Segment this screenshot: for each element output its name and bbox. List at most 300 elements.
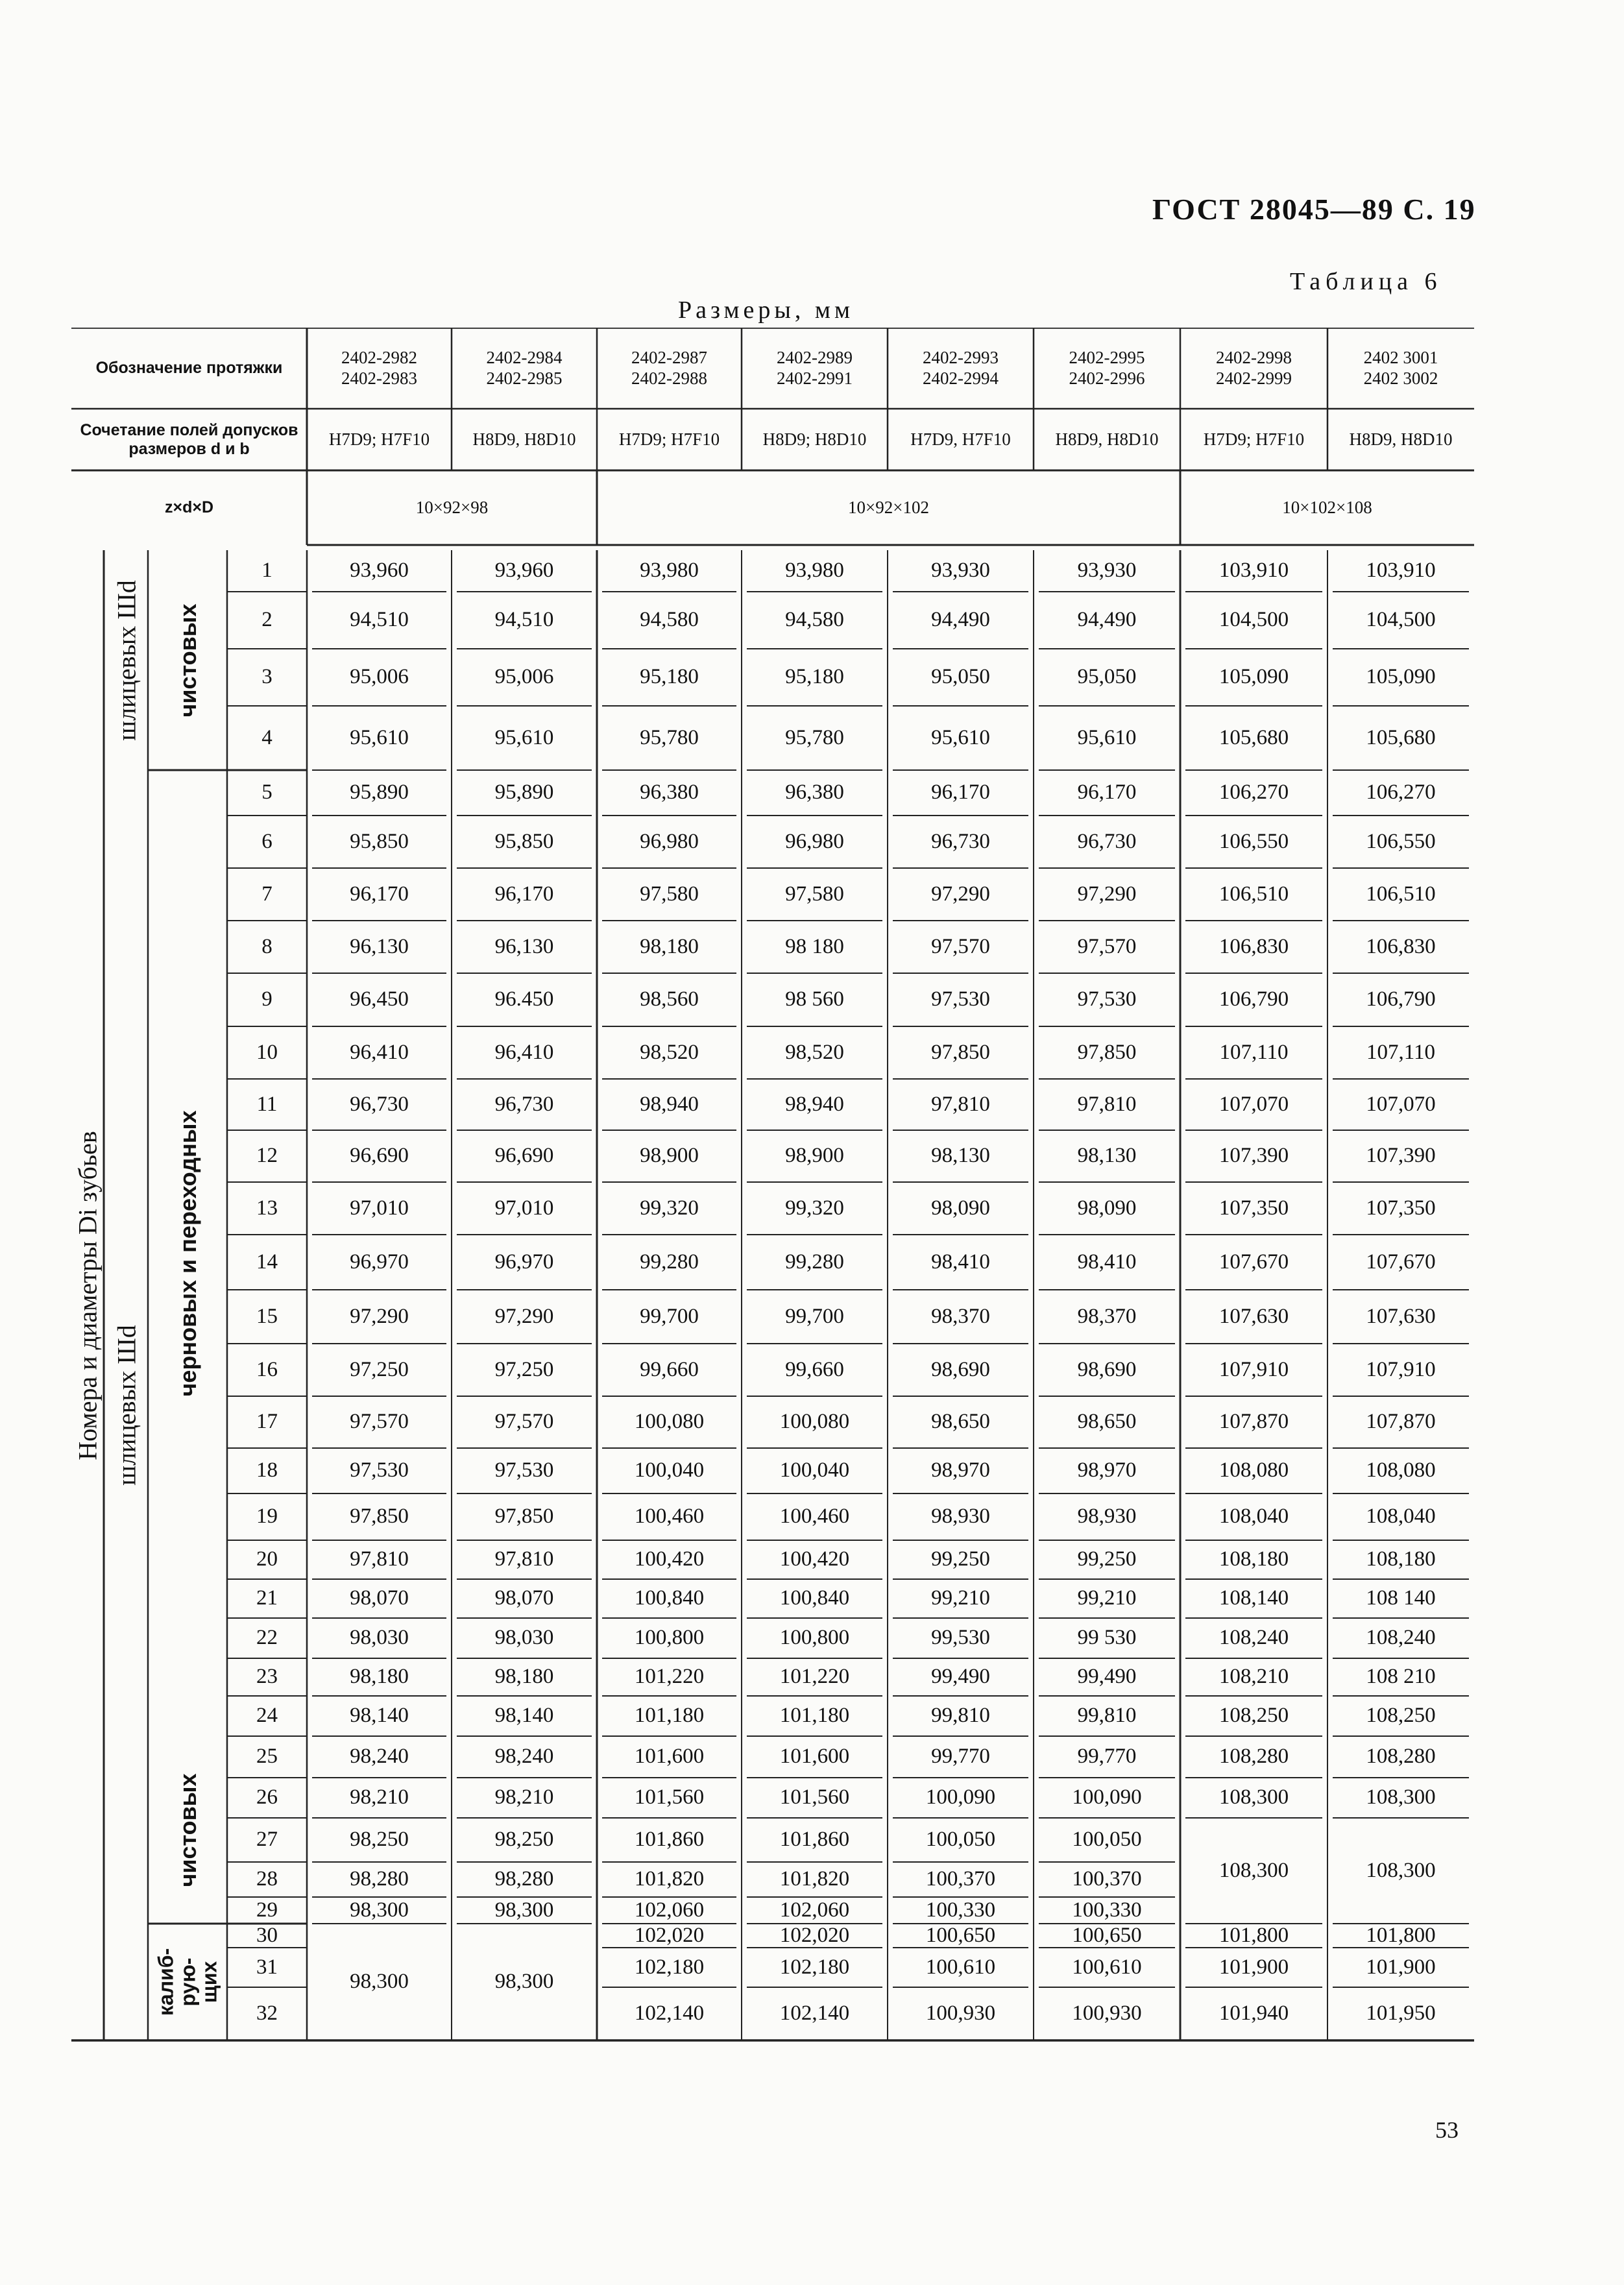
diameter-value: 102,140 bbox=[779, 2001, 850, 2025]
designation-cell: 2402-2998 2402-2999 bbox=[1216, 348, 1292, 388]
diameter-value: 108,280 bbox=[1366, 1745, 1436, 1769]
diameter-value: 96,730 bbox=[931, 829, 990, 853]
tooth-number: 9 bbox=[261, 987, 273, 1011]
diameter-value: 94,490 bbox=[931, 608, 990, 632]
diameter-value: 96,690 bbox=[350, 1144, 409, 1168]
tooth-number: 15 bbox=[256, 1304, 278, 1328]
diameter-value: 96,380 bbox=[640, 780, 699, 804]
diameter-value: 98,650 bbox=[931, 1410, 990, 1434]
diameter-value: 98,250 bbox=[494, 1828, 554, 1852]
diameter-value: 108,210 bbox=[1218, 1665, 1289, 1689]
diameter-value: 100,610 bbox=[925, 1955, 996, 1979]
diameter-value: 95,610 bbox=[931, 725, 990, 749]
diameter-value: 100,420 bbox=[634, 1547, 705, 1571]
diameter-value: 108,180 bbox=[1366, 1547, 1436, 1571]
diameter-value: 95,610 bbox=[1077, 725, 1137, 749]
diameter-value: 100,090 bbox=[1072, 1785, 1142, 1809]
diameter-value: 95,180 bbox=[785, 665, 844, 689]
diameter-value: 96,410 bbox=[494, 1040, 554, 1064]
diameter-value: 98,520 bbox=[640, 1040, 699, 1064]
diameter-value: 97,850 bbox=[350, 1505, 409, 1529]
diameter-value: 102,060 bbox=[779, 1898, 850, 1922]
tooth-number: 17 bbox=[256, 1410, 278, 1434]
diameter-value: 97,810 bbox=[350, 1547, 409, 1571]
diameter-value: 98,370 bbox=[1077, 1304, 1137, 1328]
diameter-value: 106,830 bbox=[1218, 934, 1289, 958]
diameter-value: 100,050 bbox=[925, 1828, 996, 1852]
diameter-value: 98,970 bbox=[1077, 1458, 1137, 1482]
diameter-value: 97,570 bbox=[931, 934, 990, 958]
tolerance-cell: H8D9, H8D10 bbox=[1349, 429, 1453, 449]
diameter-value: 99,210 bbox=[1077, 1586, 1137, 1610]
tooth-number: 11 bbox=[256, 1092, 278, 1116]
side-label-main: Номера и диаметры Di зубьев bbox=[73, 1130, 103, 1460]
diameter-value: 98,690 bbox=[1077, 1357, 1137, 1381]
diameter-value: 108,250 bbox=[1218, 1704, 1289, 1728]
tooth-number: 5 bbox=[261, 780, 273, 804]
tooth-number: 28 bbox=[256, 1867, 278, 1891]
diameter-value: 98,940 bbox=[785, 1092, 844, 1116]
diameter-value: 96,970 bbox=[350, 1250, 409, 1274]
diameter-value: 96,170 bbox=[494, 882, 554, 906]
diameter-value: 97,530 bbox=[494, 1458, 554, 1482]
diameter-value: 96,170 bbox=[1077, 780, 1137, 804]
diameter-value: 108,250 bbox=[1366, 1704, 1436, 1728]
diameter-value: 108,080 bbox=[1218, 1458, 1289, 1482]
diameter-value: 104,500 bbox=[1218, 608, 1289, 632]
diameter-value: 98,650 bbox=[1077, 1410, 1137, 1434]
diameter-value: 98,560 bbox=[640, 987, 699, 1011]
diameter-value: 98,280 bbox=[494, 1867, 554, 1891]
diameter-value: 107,110 bbox=[1366, 1040, 1436, 1064]
diameter-value: 100,610 bbox=[1072, 1955, 1142, 1979]
diameter-value: 94,490 bbox=[1077, 608, 1137, 632]
tooth-number: 25 bbox=[256, 1745, 278, 1769]
designation-cell: 2402-2995 2402-2996 bbox=[1069, 348, 1145, 388]
diameter-value: 106,830 bbox=[1366, 934, 1436, 958]
diameter-value: 93,930 bbox=[1077, 559, 1137, 583]
diameter-value: 100,080 bbox=[634, 1410, 705, 1434]
tolerance-cell: H8D9; H8D10 bbox=[762, 429, 867, 449]
diameter-value: 105,680 bbox=[1218, 725, 1289, 749]
designation-cell: 2402-2989 2402-2991 bbox=[777, 348, 853, 388]
diameter-value: 107,350 bbox=[1366, 1196, 1436, 1220]
tooth-number: 6 bbox=[261, 829, 273, 853]
diameter-value: 100,460 bbox=[779, 1505, 850, 1529]
diameter-value: 108,040 bbox=[1366, 1505, 1436, 1529]
diameter-value: 99,810 bbox=[931, 1704, 990, 1728]
diameter-value: 95,850 bbox=[494, 829, 554, 853]
diameter-value: 99,280 bbox=[640, 1250, 699, 1274]
diameter-value: 107,070 bbox=[1366, 1092, 1436, 1116]
tooth-number: 32 bbox=[256, 2001, 278, 2025]
diameter-value: 107,390 bbox=[1218, 1144, 1289, 1168]
diameter-value: 102,180 bbox=[634, 1955, 705, 1979]
diameter-value: 101,180 bbox=[779, 1704, 850, 1728]
diameter-value: 96.450 bbox=[494, 987, 554, 1011]
diameter-value: 106,270 bbox=[1218, 780, 1289, 804]
diameter-value: 96,380 bbox=[785, 780, 844, 804]
tooth-number: 30 bbox=[256, 1923, 278, 1947]
tooth-number: 29 bbox=[256, 1898, 278, 1922]
designation-cell: 2402-2984 2402-2985 bbox=[486, 348, 563, 388]
diameter-value: 95,180 bbox=[640, 665, 699, 689]
diameter-value: 96,130 bbox=[350, 934, 409, 958]
diameter-value: 98,180 bbox=[350, 1665, 409, 1689]
table-label: Таблица 6 bbox=[1290, 268, 1442, 295]
diameter-value: 97,810 bbox=[931, 1092, 990, 1116]
diameter-value: 101,600 bbox=[634, 1745, 705, 1769]
diameter-value: 104,500 bbox=[1366, 608, 1436, 632]
diameter-value: 101,900 bbox=[1218, 1955, 1289, 1979]
document-reference: ГОСТ 28045—89 С. 19 bbox=[1152, 193, 1476, 226]
diameter-value: 107,870 bbox=[1218, 1410, 1289, 1434]
diameter-value: 106,510 bbox=[1218, 882, 1289, 906]
diameter-value: 102,020 bbox=[634, 1923, 705, 1947]
diameter-value: 98,940 bbox=[640, 1092, 699, 1116]
diameter-value: 101,860 bbox=[779, 1828, 850, 1852]
diameter-value: 101,820 bbox=[779, 1867, 850, 1891]
size-cell: 10×92×102 bbox=[848, 497, 929, 517]
diameter-value: 98,130 bbox=[931, 1144, 990, 1168]
diameter-value: 98,900 bbox=[785, 1144, 844, 1168]
diameter-value: 95,780 bbox=[785, 725, 844, 749]
diameter-value: 108 140 bbox=[1366, 1586, 1436, 1610]
tooth-number: 1 bbox=[261, 559, 273, 583]
diameter-value: 94,580 bbox=[640, 608, 699, 632]
diameter-value: 107,670 bbox=[1218, 1250, 1289, 1274]
diameter-value: 95,006 bbox=[494, 665, 554, 689]
side-label-calibrating: калиб- рую- щих bbox=[154, 1948, 221, 2016]
diameter-value: 101,560 bbox=[634, 1785, 705, 1809]
tooth-number: 20 bbox=[256, 1547, 278, 1571]
diameter-value: 108,080 bbox=[1366, 1458, 1436, 1482]
tooth-number: 2 bbox=[261, 608, 273, 632]
diameter-value: 98,030 bbox=[494, 1626, 554, 1650]
diameter-value: 105,090 bbox=[1366, 665, 1436, 689]
diameter-value: 97,810 bbox=[494, 1547, 554, 1571]
diameter-value: 107,390 bbox=[1366, 1144, 1436, 1168]
diameter-value: 97,850 bbox=[1077, 1040, 1137, 1064]
diameter-value: 98,140 bbox=[350, 1704, 409, 1728]
diameter-value: 97,290 bbox=[1077, 882, 1137, 906]
diameter-value: 93,960 bbox=[494, 559, 554, 583]
diameter-value: 101,560 bbox=[779, 1785, 850, 1809]
designation-cell: 2402-2982 2402-2983 bbox=[341, 348, 417, 388]
diameter-value: 105,680 bbox=[1366, 725, 1436, 749]
diameter-value: 98,250 bbox=[350, 1828, 409, 1852]
diameter-value: 94,580 bbox=[785, 608, 844, 632]
diameter-value: 95,006 bbox=[350, 665, 409, 689]
diameter-value: 101,800 bbox=[1218, 1923, 1289, 1947]
page-number: 53 bbox=[1435, 2117, 1459, 2143]
diameter-value: 99,660 bbox=[640, 1357, 699, 1381]
diameter-value: 102,060 bbox=[634, 1898, 705, 1922]
side-label-slot-top: шлицевых Шd bbox=[112, 579, 141, 741]
diameter-value: 98 180 bbox=[785, 934, 844, 958]
diameter-value: 106,510 bbox=[1366, 882, 1436, 906]
tooth-number: 31 bbox=[256, 1955, 278, 1979]
diameter-value: 98,970 bbox=[931, 1458, 990, 1482]
diameter-value: 98,300 bbox=[494, 1898, 554, 1922]
diameter-value: 93,980 bbox=[640, 559, 699, 583]
diameter-value: 100,050 bbox=[1072, 1828, 1142, 1852]
diameter-value: 99,210 bbox=[931, 1586, 990, 1610]
diameter-value: 98,930 bbox=[1077, 1505, 1137, 1529]
diameter-value: 98,130 bbox=[1077, 1144, 1137, 1168]
diameter-value: 103,910 bbox=[1218, 559, 1289, 583]
diameter-value: 97,530 bbox=[350, 1458, 409, 1482]
diameter-value: 106,270 bbox=[1366, 780, 1436, 804]
tolerance-cell: H7D9, H7F10 bbox=[910, 429, 1011, 449]
diameter-value: 106,550 bbox=[1366, 829, 1436, 853]
diameter-value: 100,800 bbox=[779, 1626, 850, 1650]
diameter-value: 98,280 bbox=[350, 1867, 409, 1891]
diameter-value: 95,610 bbox=[350, 725, 409, 749]
diameter-value: 95,610 bbox=[494, 725, 554, 749]
diameter-value: 100,930 bbox=[1072, 2001, 1142, 2025]
diameter-value-merged: 98,300 bbox=[350, 1970, 409, 1994]
diameter-value: 95,890 bbox=[494, 780, 554, 804]
diameter-value: 98,240 bbox=[350, 1745, 409, 1769]
diameter-value: 97,010 bbox=[494, 1196, 554, 1220]
diameter-value: 96,170 bbox=[350, 882, 409, 906]
diameter-value: 97,850 bbox=[931, 1040, 990, 1064]
diameter-value: 99,490 bbox=[931, 1665, 990, 1689]
diameter-value: 93,980 bbox=[785, 559, 844, 583]
tolerance-cell: H8D9, H8D10 bbox=[1055, 429, 1159, 449]
diameter-value: 101,860 bbox=[634, 1828, 705, 1852]
diameter-value: 97,570 bbox=[494, 1410, 554, 1434]
diameter-value: 95,780 bbox=[640, 725, 699, 749]
diameter-value: 96,730 bbox=[1077, 829, 1137, 853]
diameter-value: 98,180 bbox=[640, 934, 699, 958]
diameter-value: 99,320 bbox=[640, 1196, 699, 1220]
diameter-value: 101,800 bbox=[1366, 1923, 1436, 1947]
diameter-value: 97,290 bbox=[931, 882, 990, 906]
diameter-value: 98,210 bbox=[494, 1785, 554, 1809]
diameter-value: 97,290 bbox=[494, 1304, 554, 1328]
dimensions-label: Размеры, мм bbox=[678, 296, 854, 324]
diameter-value: 108,180 bbox=[1218, 1547, 1289, 1571]
diameter-value: 106,790 bbox=[1366, 987, 1436, 1011]
diameter-value: 96,130 bbox=[494, 934, 554, 958]
diameter-value: 107,350 bbox=[1218, 1196, 1289, 1220]
diameter-value: 107,870 bbox=[1366, 1410, 1436, 1434]
diameter-value: 100,330 bbox=[1072, 1898, 1142, 1922]
diameter-value: 107,910 bbox=[1366, 1357, 1436, 1381]
diameter-value: 97,250 bbox=[494, 1357, 554, 1381]
diameter-value: 98,410 bbox=[1077, 1250, 1137, 1274]
diameter-value: 98,240 bbox=[494, 1745, 554, 1769]
diameter-value: 102,140 bbox=[634, 2001, 705, 2025]
diameter-value: 107,110 bbox=[1219, 1040, 1289, 1064]
diameter-value: 100,080 bbox=[779, 1410, 850, 1434]
diameter-value: 108,300 bbox=[1218, 1785, 1289, 1809]
diameter-value: 93,930 bbox=[931, 559, 990, 583]
diameter-value: 98,070 bbox=[494, 1586, 554, 1610]
tooth-number: 14 bbox=[256, 1250, 278, 1274]
tooth-number: 24 bbox=[256, 1704, 278, 1728]
diameter-value: 99,660 bbox=[785, 1357, 844, 1381]
diameter-value: 102,020 bbox=[779, 1923, 850, 1947]
tooth-number: 16 bbox=[256, 1357, 278, 1381]
diameter-value: 107,910 bbox=[1218, 1357, 1289, 1381]
tooth-number: 22 bbox=[256, 1626, 278, 1650]
diameter-value: 98,370 bbox=[931, 1304, 990, 1328]
diameter-value: 100,040 bbox=[779, 1458, 850, 1482]
diameter-value-merged: 108,300 bbox=[1218, 1858, 1289, 1882]
diameter-value: 107,670 bbox=[1366, 1250, 1436, 1274]
tooth-number: 21 bbox=[256, 1586, 278, 1610]
diameter-value: 96,450 bbox=[350, 987, 409, 1011]
diameter-value: 101,900 bbox=[1366, 1955, 1436, 1979]
diameter-value: 108 210 bbox=[1366, 1665, 1436, 1689]
diameter-value: 102,180 bbox=[779, 1955, 850, 1979]
diameter-value: 99,530 bbox=[931, 1626, 990, 1650]
diameter-value: 97,250 bbox=[350, 1357, 409, 1381]
tooth-number: 23 bbox=[256, 1665, 278, 1689]
diameter-value: 101,600 bbox=[779, 1745, 850, 1769]
diameter-value: 103,910 bbox=[1366, 559, 1436, 583]
size-cell: 10×102×108 bbox=[1282, 497, 1372, 517]
tooth-number: 3 bbox=[261, 665, 273, 689]
diameter-value: 106,790 bbox=[1218, 987, 1289, 1011]
diameter-value: 98,090 bbox=[1077, 1196, 1137, 1220]
diameter-value: 98,520 bbox=[785, 1040, 844, 1064]
diameter-value: 107,630 bbox=[1218, 1304, 1289, 1328]
tolerance-header: Сочетание полей допусков размеров d и b bbox=[80, 420, 298, 458]
zdD-header: z×d×D bbox=[164, 498, 214, 517]
diameter-value: 99,280 bbox=[785, 1250, 844, 1274]
diameter-value: 108,240 bbox=[1218, 1626, 1289, 1650]
diameter-value: 99,700 bbox=[640, 1304, 699, 1328]
diameter-value: 101,820 bbox=[634, 1867, 705, 1891]
diameter-value: 98,900 bbox=[640, 1144, 699, 1168]
diameter-value: 97,810 bbox=[1077, 1092, 1137, 1116]
diameter-value: 99,320 bbox=[785, 1196, 844, 1220]
designation-cell: 2402-2987 2402-2988 bbox=[631, 348, 707, 388]
diameter-value: 96,980 bbox=[785, 829, 844, 853]
diameter-value: 101,950 bbox=[1366, 2001, 1436, 2025]
tolerance-cell: H8D9, H8D10 bbox=[472, 429, 576, 449]
tooth-number: 18 bbox=[256, 1458, 278, 1482]
diameter-value: 93,960 bbox=[350, 559, 409, 583]
diameter-value-merged: 108,300 bbox=[1366, 1858, 1436, 1882]
diameter-value: 100,650 bbox=[1072, 1923, 1142, 1947]
tooth-number: 8 bbox=[261, 934, 273, 958]
designation-cell: 2402 3001 2402 3002 bbox=[1363, 348, 1438, 388]
diameter-value: 95,850 bbox=[350, 829, 409, 853]
diameter-value: 100,460 bbox=[634, 1505, 705, 1529]
diameter-value: 101,940 bbox=[1218, 2001, 1289, 2025]
tooth-number: 27 bbox=[256, 1828, 278, 1852]
diameter-value: 101,220 bbox=[779, 1665, 850, 1689]
diameter-value: 96,970 bbox=[494, 1250, 554, 1274]
diameter-value: 98,090 bbox=[931, 1196, 990, 1220]
side-label-rough: черновых и переходных bbox=[175, 1110, 201, 1396]
diameter-value: 99,700 bbox=[785, 1304, 844, 1328]
diameter-value: 97,580 bbox=[785, 882, 844, 906]
diameter-value: 108,240 bbox=[1366, 1626, 1436, 1650]
side-label-finishing-2: чистовых bbox=[175, 1772, 201, 1887]
diameter-value: 99,770 bbox=[1077, 1745, 1137, 1769]
diameter-value: 108,280 bbox=[1218, 1745, 1289, 1769]
diameter-value: 97,290 bbox=[350, 1304, 409, 1328]
diameter-value: 98,410 bbox=[931, 1250, 990, 1274]
designation-cell: 2402-2993 2402-2994 bbox=[923, 348, 999, 388]
diameter-value: 107,070 bbox=[1218, 1092, 1289, 1116]
tooth-number: 19 bbox=[256, 1505, 278, 1529]
diameter-value: 98,140 bbox=[494, 1704, 554, 1728]
diameter-value: 96,980 bbox=[640, 829, 699, 853]
diameter-value: 106,550 bbox=[1218, 829, 1289, 853]
diameter-value: 97,530 bbox=[1077, 987, 1137, 1011]
diameter-value: 107,630 bbox=[1366, 1304, 1436, 1328]
diameter-value: 95,050 bbox=[931, 665, 990, 689]
tolerance-cell: H7D9; H7F10 bbox=[328, 429, 430, 449]
diameter-value: 99,770 bbox=[931, 1745, 990, 1769]
tooth-number: 7 bbox=[261, 882, 273, 906]
diameter-value: 108,040 bbox=[1218, 1505, 1289, 1529]
tooth-number: 10 bbox=[256, 1040, 278, 1064]
diameter-value: 108,300 bbox=[1366, 1785, 1436, 1809]
diameter-value: 99,250 bbox=[931, 1547, 990, 1571]
diameter-value: 98,070 bbox=[350, 1586, 409, 1610]
diameter-value: 97,010 bbox=[350, 1196, 409, 1220]
diameter-value: 100,650 bbox=[925, 1923, 996, 1947]
tooth-number: 12 bbox=[256, 1144, 278, 1168]
diameter-value: 101,180 bbox=[634, 1704, 705, 1728]
diameter-value: 95,050 bbox=[1077, 665, 1137, 689]
diameter-value: 99,250 bbox=[1077, 1547, 1137, 1571]
tolerance-cell: H7D9; H7F10 bbox=[618, 429, 720, 449]
diameter-value: 100,370 bbox=[925, 1867, 996, 1891]
diameter-value: 98 560 bbox=[785, 987, 844, 1011]
tooth-number: 4 bbox=[261, 725, 273, 749]
diameter-value: 100,840 bbox=[634, 1586, 705, 1610]
diameter-value: 100,840 bbox=[779, 1586, 850, 1610]
diameter-value: 98,690 bbox=[931, 1357, 990, 1381]
diameter-value: 96,690 bbox=[494, 1144, 554, 1168]
diameter-value: 96,730 bbox=[494, 1092, 554, 1116]
diameter-value: 98,300 bbox=[350, 1898, 409, 1922]
diameter-value: 96,730 bbox=[350, 1092, 409, 1116]
diameter-value: 98,180 bbox=[494, 1665, 554, 1689]
diameter-value: 99 530 bbox=[1077, 1626, 1137, 1650]
tolerance-cell: H7D9; H7F10 bbox=[1203, 429, 1305, 449]
diameter-value-merged: 98,300 bbox=[494, 1970, 554, 1994]
side-label-finishing-1: чистовых bbox=[175, 603, 201, 718]
diameter-value: 99,490 bbox=[1077, 1665, 1137, 1689]
diameter-value: 97,570 bbox=[350, 1410, 409, 1434]
diameter-value: 98,930 bbox=[931, 1505, 990, 1529]
tooth-number: 13 bbox=[256, 1196, 278, 1220]
diameter-value: 98,210 bbox=[350, 1785, 409, 1809]
diameter-value: 99,810 bbox=[1077, 1704, 1137, 1728]
diameter-value: 97,850 bbox=[494, 1505, 554, 1529]
diameter-value: 94,510 bbox=[494, 608, 554, 632]
diameter-value: 97,580 bbox=[640, 882, 699, 906]
tolerance-table bbox=[71, 328, 1481, 2090]
diameter-value: 96,410 bbox=[350, 1040, 409, 1064]
diameter-value: 105,090 bbox=[1218, 665, 1289, 689]
designation-header: Обозначение протяжки bbox=[95, 359, 283, 378]
diameter-value: 100,040 bbox=[634, 1458, 705, 1482]
diameter-value: 97,530 bbox=[931, 987, 990, 1011]
diameter-value: 100,930 bbox=[925, 2001, 996, 2025]
diameter-value: 96,170 bbox=[931, 780, 990, 804]
